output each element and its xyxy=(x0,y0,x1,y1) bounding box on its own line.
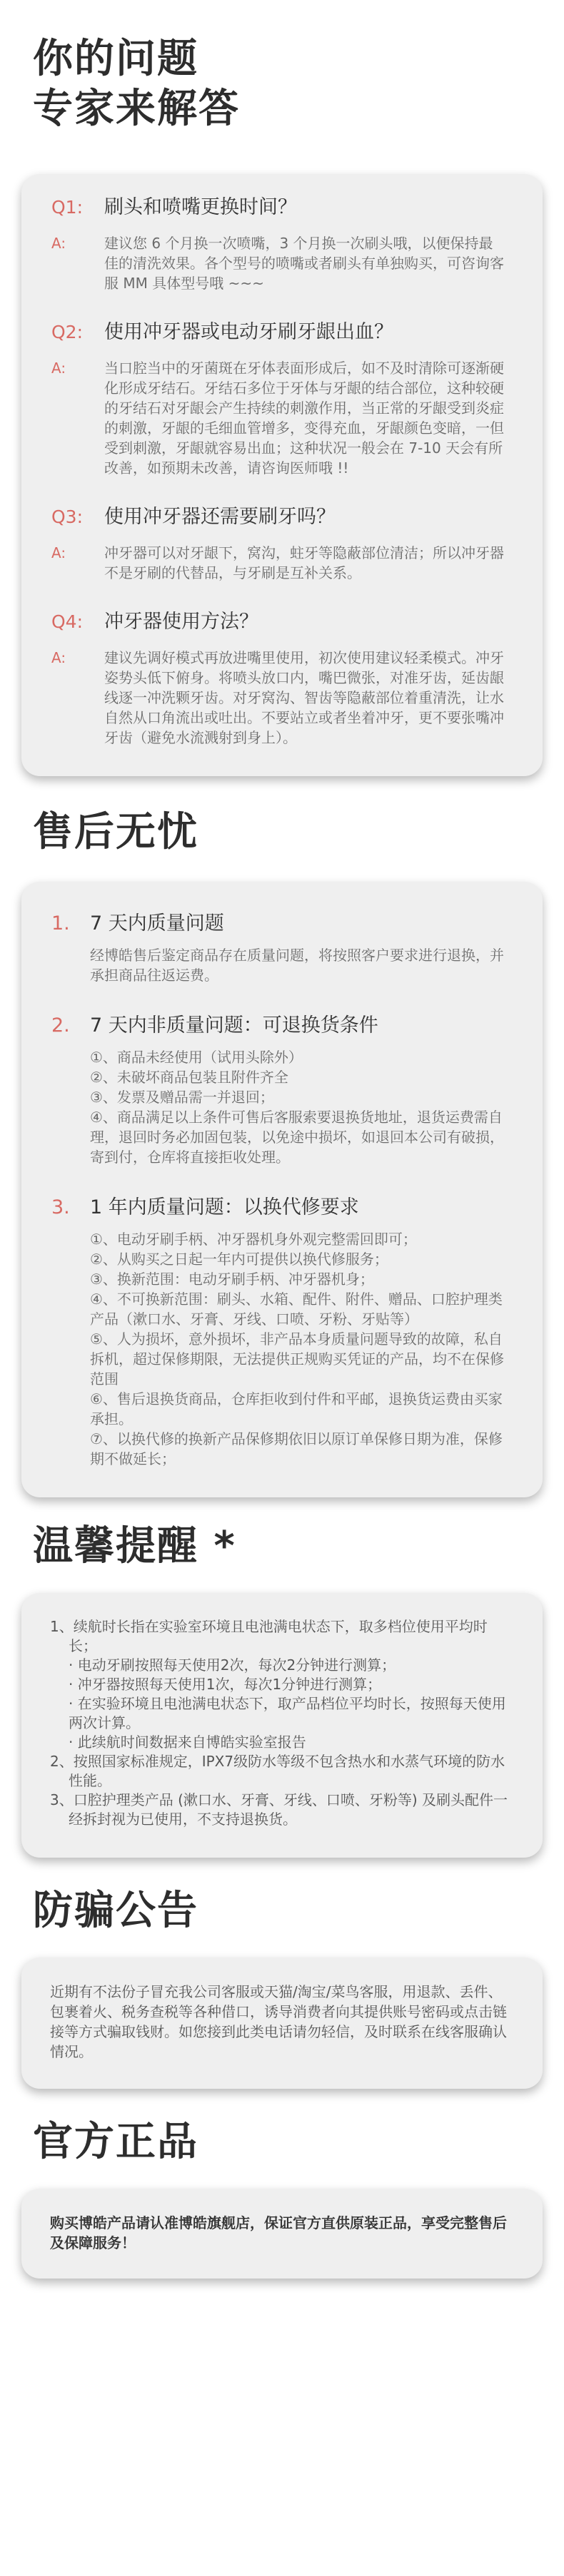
answer-row xyxy=(51,543,505,583)
answer-text: 当口腔当中的牙菌斑在牙体表面形成后，如不及时清除可逐渐硬化形成牙结石。牙结石多位于牙体与牙龈的结合部位，这种较硬的牙结石对牙龈会产生持续的刺激作用，当正常的牙龈受到炎症的刺激，牙龈的毛细血管增多，变得充血，牙龈颜色变暗，一但受到刺激，牙龈就容易出血；这种状况一般会在 7-10 天会有所改善，如预期未改善，请咨询医师哦 !! xyxy=(104,360,504,477)
answer-tag: A: xyxy=(51,235,66,252)
question-tag: Q2: xyxy=(51,322,84,342)
tip-item: 3、口腔护理类产品 (漱口水、牙膏、牙线、口喷、牙粉等) 及刷头配件一经拆封视为已使用，不支持退换货。 xyxy=(50,1791,508,1828)
after-sales-item-body xyxy=(51,1229,507,1469)
after-sales-item-body xyxy=(51,1047,507,1167)
tip-sub-item: · 此续航时间数据来自博皓实验室报告 xyxy=(69,1734,306,1751)
after-sales-line: ④、商品满足以上条件可售后客服索要退换货地址，退货运费需自理，退回时务必加固包装，以免途中损坏，如退回本公司有破损，寄到付，仓库将直接拒收处理。 xyxy=(90,1109,504,1166)
answer-tag: A: xyxy=(51,360,66,377)
question-row xyxy=(51,501,505,529)
after-sales-item xyxy=(51,1191,507,1469)
answer-row xyxy=(51,358,505,478)
question-tag: Q3: xyxy=(51,506,84,527)
after-sales-item xyxy=(51,907,507,985)
after-sales-item-head xyxy=(51,1009,507,1037)
after-sales-item-head xyxy=(51,907,507,935)
anti-fraud-title: 防骗公告 xyxy=(33,1888,198,1934)
tips-card xyxy=(21,1593,543,1858)
question-tag: Q4: xyxy=(51,611,84,632)
after-sales-item-body xyxy=(51,945,507,985)
after-sales-line: ③、发票及赠品需一并退回； xyxy=(90,1089,274,1106)
after-sales-line: ②、从购买之日起一年内可提供以换代修服务； xyxy=(90,1251,388,1268)
tip-item: 2、按照国家标准规定，IPX7级防水等级不包含热水和水蒸气环境的防水性能。 xyxy=(50,1753,505,1789)
after-sales-title: 售后无忧 xyxy=(33,809,198,855)
answer-tag: A: xyxy=(51,649,66,666)
answer-text: 冲牙器可以对牙龈下，窝沟，蛀牙等隐蔽部位清洁；所以冲牙器不是牙刷的代替品，与牙刷是互补关系。 xyxy=(104,544,504,581)
faq-item xyxy=(51,501,505,583)
official-card xyxy=(21,2189,543,2279)
tip-item: 1、续航时长指在实验室环境且电池满电状态下，取多档位使用平均时长； xyxy=(50,1618,488,1654)
faq-item xyxy=(51,191,505,293)
question-text: 刷头和喷嘴更换时间？ xyxy=(104,196,297,218)
after-sales-item-title: 1 年内质量问题：以换代修要求 xyxy=(90,1196,359,1218)
anti-fraud-card xyxy=(21,1958,543,2089)
answer-row xyxy=(51,233,505,293)
question-text: 冲牙器使用方法？ xyxy=(104,611,258,633)
after-sales-item-title: 7 天内非质量问题：可退换货条件 xyxy=(90,1014,378,1037)
after-sales-item-head xyxy=(51,1191,507,1219)
after-sales-item-number: 3. xyxy=(51,1196,70,1218)
faq-title-line2: 专家来解答 xyxy=(33,86,240,132)
after-sales-item-number: 2. xyxy=(51,1014,70,1037)
faq-card xyxy=(21,174,543,776)
after-sales-line: ⑥、售后退换货商品，仓库拒收到付件和平邮，退换货运费由买家承担。 xyxy=(90,1390,503,1427)
after-sales-line: ②、未破坏商品包装且附件齐全 xyxy=(90,1069,288,1086)
answer-text: 建议您 6 个月换一次喷嘴，3 个月换一次刷头哦，以便保持最佳的清洗效果。各个型号的喷嘴或者刷头有单独购买，可咨询客服 MM 具体型号哦 ~~~ xyxy=(104,235,504,292)
after-sales-line: ⑦、以换代修的换新产品保修期依旧以原订单保修日期为准，保修期不做延长； xyxy=(90,1430,503,1467)
question-row xyxy=(51,606,505,633)
tip-sub-item: · 电动牙刷按照每天使用2次，每次2分钟进行测算； xyxy=(69,1656,396,1674)
question-row xyxy=(51,316,505,344)
question-text: 使用冲牙器或电动牙刷牙龈出血？ xyxy=(104,321,393,343)
official-text: 购买博皓产品请认准博皓旗舰店，保证官方直供原装正品，享受完整售后及保障服务！ xyxy=(50,2214,507,2251)
tip-sub-item: · 冲牙器按照每天使用1次，每次1分钟进行测算； xyxy=(69,1676,382,1693)
anti-fraud-text: 近期有不法份子冒充我公司客服或天猫/淘宝/菜鸟客服，用退款、丢件、包裹着火、税务查税等各种借口，诱导消费者向其提供账号密码或点击链接等方式骗取钱财。如您接到此类电话请勿轻信，及时联系在线客服确认情况。 xyxy=(50,1983,507,2060)
faq-header xyxy=(0,0,564,154)
after-sales-line: ⑤、人为损坏，意外损坏，非产品本身质量问题导致的故障，私自拆机，超过保修期限，无法提供正规购买凭证的产品，均不在保修范围 xyxy=(90,1330,504,1388)
question-text: 使用冲牙器还需要刷牙吗？ xyxy=(104,506,336,528)
answer-tag: A: xyxy=(51,544,66,561)
answer-row xyxy=(51,648,505,748)
after-sales-line: ①、电动牙刷手柄、冲牙器机身外观完整需回即可； xyxy=(90,1231,417,1248)
after-sales-item-title: 7 天内质量问题 xyxy=(90,912,224,935)
answer-text: 建议先调好模式再放进嘴里使用，初次使用建议轻柔模式。冲牙姿势头低下俯身。将喷头放口内，嘴巴微张，对准牙齿，延齿龈线逐一冲洗颗牙齿。对牙窝沟、智齿等隐蔽部位着重清洗，让水自然从口角流出或吐出。不要站立或者坐着冲牙，更不要张嘴冲牙齿（避免水流溅射到身上）。 xyxy=(104,649,504,746)
after-sales-item xyxy=(51,1009,507,1167)
question-tag: Q1: xyxy=(51,197,84,218)
faq-title-line1: 你的问题 xyxy=(33,36,198,82)
tips-title: 温馨提醒 * xyxy=(33,1523,236,1569)
after-sales-line: ④、不可换新范围：刷头、水箱、配件、附件、赠品、口腔护理类产品（漱口水、牙膏、牙线、口喷、牙粉、牙贴等） xyxy=(90,1290,503,1328)
after-sales-card xyxy=(21,882,543,1497)
tip-sub-item: · 在实验环境且电池满电状态下，取产品档位平均时长，按照每天使用两次计算。 xyxy=(69,1695,506,1731)
faq-item xyxy=(51,316,505,478)
after-sales-item-number: 1. xyxy=(51,912,70,935)
after-sales-line: ①、商品未经使用（试用头除外） xyxy=(90,1049,303,1066)
question-row xyxy=(51,191,505,219)
faq-item xyxy=(51,606,505,748)
official-title: 官方正品 xyxy=(33,2119,198,2165)
after-sales-line: 经博皓售后鉴定商品存在质量问题，将按照客户要求进行退换，并承担商品往返运费。 xyxy=(90,947,504,984)
after-sales-line: ③、换新范围：电动牙刷手柄、冲牙器机身； xyxy=(90,1271,374,1288)
